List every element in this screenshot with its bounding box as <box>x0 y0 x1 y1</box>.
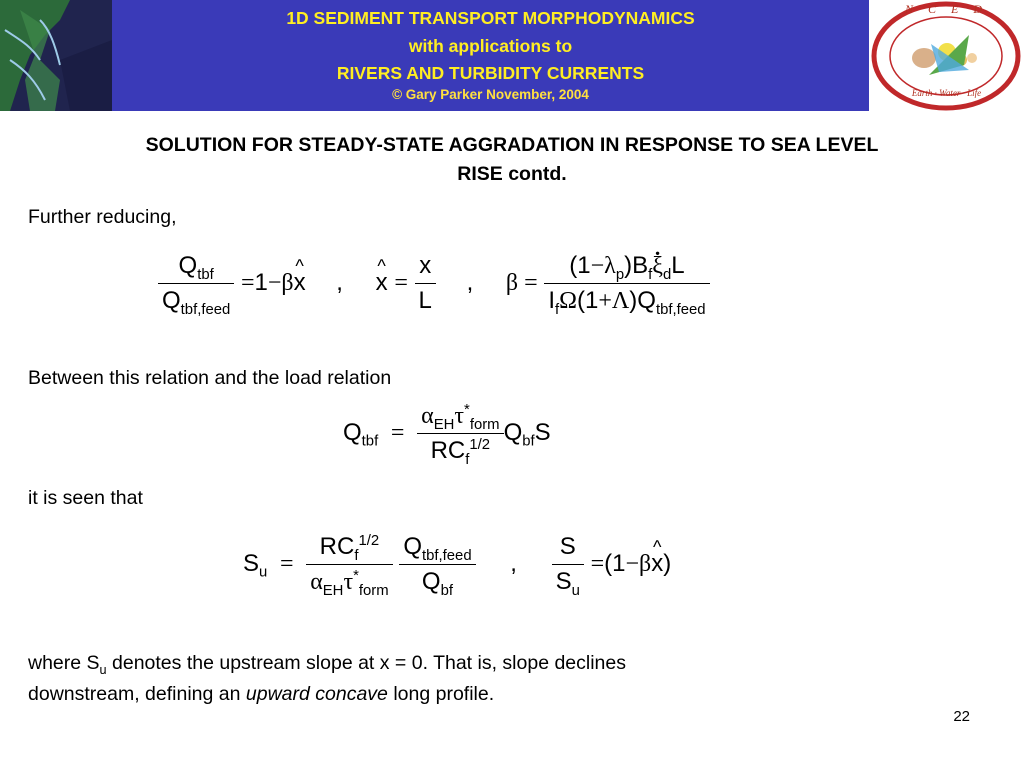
slide-title-line2: RISE contd. <box>457 163 567 185</box>
header-band <box>112 0 869 111</box>
logo-tagline: Earth · Water · Life <box>911 88 982 98</box>
delta-image-icon <box>0 0 112 111</box>
logo-letters: N C E D <box>904 2 988 16</box>
header-copyright: © Gary Parker November, 2004 <box>392 87 589 102</box>
conclusion-text-c: downstream, defining an <box>28 683 246 705</box>
nced-logo <box>869 0 1024 111</box>
slide-title <box>0 131 1024 189</box>
equation-upstream-slope: $S_u$ = $\frac{RC_f^{1/2}}{\alpha_{EH}\tau^*_{form}}$ $\frac{Q_{tbf,feed}}{Q_{bf}}$ , $\frac{S}{S_u}$ =(1−βx ^) <box>243 533 671 596</box>
paragraph-conclusion-line2 <box>28 679 626 710</box>
conclusion-text-a: where S <box>28 652 100 674</box>
conclusion-italic: upward concave <box>245 683 388 705</box>
satellite-delta-image <box>0 0 112 111</box>
paragraph-conclusion <box>28 648 626 710</box>
equation-reduced: $\frac{Q_{tbf}}{Q_{tbf,feed}}$ =1−βx ^ , x ^ = $\frac{x}{L}$ , β = $\frac{(1-\lambda_p)B_f\xi ._dL}{I_f\Omega(1+\Lambda)Q_{tbf,feed}}$ <box>158 252 710 315</box>
paragraph-conclusion-line1 <box>28 648 626 679</box>
paragraph-it-is-seen: it is seen that <box>28 487 143 509</box>
conclusion-subscript: u <box>99 662 107 677</box>
header-title-line1: 1D SEDIMENT TRANSPORT MORPHODYNAMICS <box>286 8 695 28</box>
equation-load-relation: $Q_{tbf}$ = $\frac{\alpha_{EH}\tau^*_{form}}{RC_f^{1/2}}$ $Q_{bf}S$ <box>343 402 551 468</box>
conclusion-text-b: denotes the upstream slope at x = 0. That is, slope declines <box>106 652 627 674</box>
slide-title-line1: SOLUTION FOR STEADY-STATE AGGRADATION IN RESPONSE TO SEA LEVEL <box>145 134 879 156</box>
header-title-line3: RIVERS AND TURBIDITY CURRENTS <box>336 63 645 83</box>
paragraph-load-relation: Between this relation and the load relation <box>28 367 392 389</box>
page-number: 22 <box>953 708 970 725</box>
paragraph-further-reducing: Further reducing, <box>28 206 177 228</box>
header-title-line2: with applications to <box>408 36 573 56</box>
conclusion-text-d: long profile. <box>387 683 495 705</box>
